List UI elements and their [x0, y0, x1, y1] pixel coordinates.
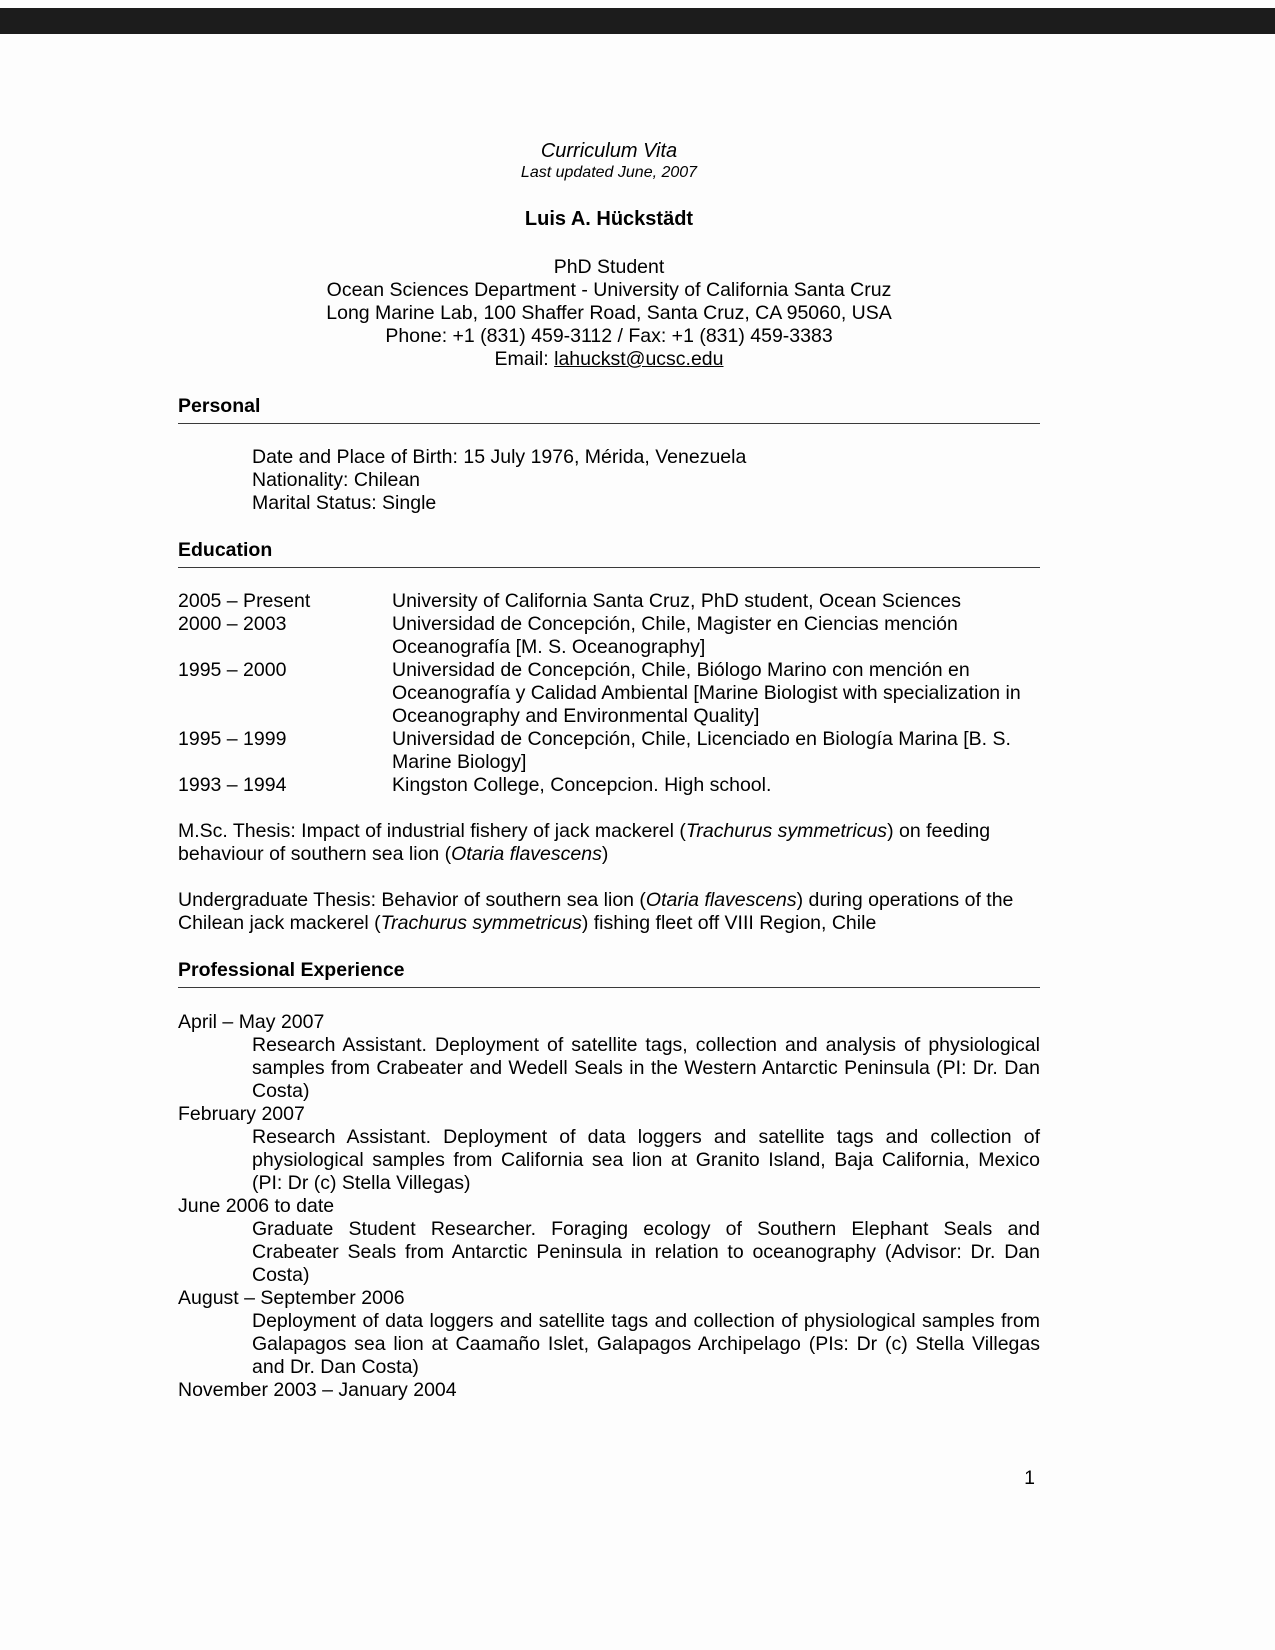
- experience-entry: [178, 1103, 1040, 1195]
- personal-item-marital-status: Marital Status: Single: [252, 492, 437, 514]
- section-heading-personal: Personal: [178, 395, 1040, 424]
- undergrad-thesis-text: Undergraduate Thesis: Behavior of southern sea lion (: [178, 889, 646, 911]
- education-table: [178, 590, 1040, 797]
- education-detail: Universidad de Concepción, Chile, Licenciado en Biología Marina [B. S. Marine Biology]: [392, 728, 1011, 773]
- experience-detail: Research Assistant. Deployment of data loggers and satellite tags and collection of physiological samples from California sea lion at Granito Island, Baja California, Mexico (PI: Dr (c) Stella Villegas): [252, 1126, 1040, 1194]
- experience-detail: Graduate Student Researcher. Foraging ecology of Southern Elephant Seals and Crabeater Seals from Antarctic Peninsula in relation to oceanography (Advisor: Dr. Dan Costa): [252, 1218, 1040, 1286]
- experience-period: February 2007: [178, 1103, 305, 1125]
- education-detail: Universidad de Concepción, Chile, Biólogo Marino con mención en Oceanografía y Calidad Ambiental [Marine Biologist with specialization in Oceanography and Environmental Quality]: [392, 659, 1021, 727]
- education-row: [178, 613, 1040, 659]
- education-detail: Kingston College, Concepcion. High school.: [392, 774, 772, 796]
- last-updated-note: Last updated June, 2007: [520, 164, 698, 181]
- section-heading-experience: Professional Experience: [178, 959, 1040, 988]
- experience-period: June 2006 to date: [178, 1195, 335, 1217]
- education-row: [178, 774, 1040, 797]
- undergrad-thesis-text: ) during operations of the Chilean jack mackerel (: [178, 889, 1014, 934]
- species-name: Otaria flavescens: [451, 843, 602, 865]
- education-period: 2005 – Present: [178, 590, 311, 612]
- email-link[interactable]: lahuckst@ucsc.edu: [554, 348, 724, 370]
- scan-top-bar: [0, 8, 1275, 34]
- personal-item-nationality: Nationality: Chilean: [252, 469, 421, 491]
- section-heading-education: Education: [178, 539, 1040, 568]
- department-line: Ocean Sciences Department - University of California Santa Cruz: [326, 279, 892, 301]
- species-name: Trachurus symmetricus: [380, 912, 582, 934]
- experience-detail: Research Assistant. Deployment of satellite tags, collection and analysis of physiological samples from Crabeater and Wedell Seals in the Western Antarctic Peninsula (PI: Dr. Dan Costa): [252, 1034, 1040, 1102]
- phone-fax-line: Phone: +1 (831) 459-3112 / Fax: +1 (831) 459-3383: [385, 325, 833, 347]
- experience-period: April – May 2007: [178, 1011, 325, 1033]
- education-period: 1995 – 1999: [178, 728, 287, 750]
- experience-entry: [178, 1195, 1040, 1287]
- species-name: Otaria flavescens: [645, 889, 797, 911]
- education-detail: University of California Santa Cruz, PhD student, Ocean Sciences: [392, 590, 962, 612]
- document-content: [178, 140, 1040, 1402]
- msc-thesis-text: ): [601, 843, 609, 865]
- address-line: Long Marine Lab, 100 Shaffer Road, Santa Cruz, CA 95060, USA: [326, 302, 892, 324]
- contact-block: [178, 256, 1040, 371]
- experience-entry: [178, 1011, 1040, 1103]
- email-label: Email:: [494, 348, 555, 370]
- person-name: Luis A. Hückstädt: [524, 208, 694, 230]
- experience-entry: [178, 1379, 1040, 1402]
- education-period: 1993 – 1994: [178, 774, 287, 796]
- msc-thesis-paragraph: [178, 820, 1040, 866]
- education-period: 2000 – 2003: [178, 613, 287, 635]
- education-row: [178, 728, 1040, 774]
- msc-thesis-text: M.Sc. Thesis: Impact of industrial fishery of jack mackerel (: [178, 820, 686, 842]
- page-number: 1: [1024, 1467, 1035, 1489]
- document-title: Curriculum Vita: [540, 140, 678, 162]
- education-row: [178, 590, 1040, 613]
- experience-period: November 2003 – January 2004: [178, 1379, 457, 1401]
- undergrad-thesis-text: ) fishing fleet off VIII Region, Chile: [581, 912, 877, 934]
- education-period: 1995 – 2000: [178, 659, 287, 681]
- email-line: [178, 348, 1040, 371]
- person-role: PhD Student: [553, 256, 665, 278]
- experience-entry: [178, 1287, 1040, 1379]
- experience-list: [178, 1011, 1040, 1402]
- personal-item-birth: Date and Place of Birth: 15 July 1976, Mérida, Venezuela: [252, 446, 747, 468]
- experience-period: August – September 2006: [178, 1287, 405, 1309]
- species-name: Trachurus symmetricus: [685, 820, 888, 842]
- undergrad-thesis-paragraph: [178, 889, 1040, 935]
- msc-thesis-text: ) on feeding behaviour of southern sea lion (: [178, 820, 991, 865]
- experience-detail: Deployment of data loggers and satellite tags and collection of physiological samples from Galapagos sea lion at Caamaño Islet, Galapagos Archipelago (PIs: Dr (c) Stella Villegas and Dr. Dan Costa): [252, 1310, 1040, 1378]
- document-header: [178, 140, 1040, 371]
- education-row: [178, 659, 1040, 728]
- personal-list: [178, 446, 1040, 515]
- education-detail: Universidad de Concepción, Chile, Magister en Ciencias mención Oceanografía [M. S. Oceanography]: [392, 613, 958, 658]
